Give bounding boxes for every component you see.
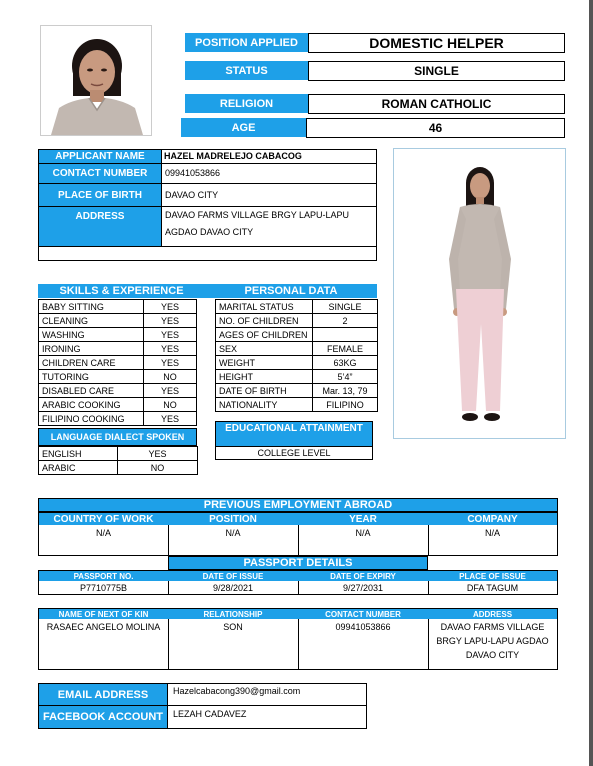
- personal-data-label: AGES OF CHILDREN: [216, 328, 313, 342]
- language-row: [39, 461, 198, 475]
- employment-header-company: COMPANY: [428, 513, 557, 525]
- kin-address-line-1: DAVAO FARMS VILLAGE: [440, 622, 545, 632]
- applicant-name-value: HAZEL MADRELEJO CABACOG: [164, 151, 302, 161]
- personal-data-value: 63KG: [313, 356, 378, 370]
- kin-header-contact: CONTACT NUMBER: [298, 609, 428, 619]
- skill-label: BABY SITTING: [39, 300, 144, 314]
- religion-label: RELIGION: [185, 94, 308, 113]
- passport-title: PASSPORT DETAILS: [168, 556, 428, 570]
- personal-data-value: FEMALE: [313, 342, 378, 356]
- employment-year-value: N/A: [355, 528, 371, 538]
- skill-row: [39, 370, 197, 384]
- passport-no-value: P7710775B: [79, 583, 128, 593]
- language-table: [38, 446, 198, 475]
- skill-value: YES: [144, 384, 197, 398]
- skill-label: ARABIC COOKING: [39, 398, 144, 412]
- personal-data-row: [216, 398, 378, 412]
- page-edge: [589, 0, 593, 766]
- skill-row: [39, 356, 197, 370]
- skills-title: SKILLS & EXPERIENCE: [38, 284, 205, 298]
- address-line-2: AGDAO DAVAO CITY: [165, 227, 254, 237]
- language-value: YES: [118, 447, 198, 461]
- personal-data-row: [216, 356, 378, 370]
- skill-value: YES: [144, 328, 197, 342]
- age-value: 46: [306, 118, 565, 138]
- facebook-label: FACEBOOK ACCOUNT: [39, 706, 167, 728]
- personal-data-value: 2: [313, 314, 378, 328]
- skill-row: [39, 342, 197, 356]
- kin-relationship-value: SON: [223, 622, 243, 632]
- skill-label: CHILDREN CARE: [39, 356, 144, 370]
- personal-data-row: [216, 342, 378, 356]
- religion-value: ROMAN CATHOLIC: [308, 94, 565, 114]
- personal-data-row: [216, 384, 378, 398]
- skill-value: YES: [144, 314, 197, 328]
- skill-value: YES: [144, 356, 197, 370]
- personal-data-table: [215, 299, 378, 412]
- skill-row: [39, 412, 197, 426]
- language-row: [39, 447, 198, 461]
- status-label: STATUS: [185, 61, 308, 80]
- passport-header-no: PASSPORT NO.: [39, 571, 168, 581]
- kin-contact-value: 09941053866: [335, 622, 391, 632]
- education-title: EDUCATIONAL ATTAINMENT: [215, 421, 373, 447]
- skill-value: NO: [144, 370, 197, 384]
- address-label: ADDRESS: [39, 207, 161, 246]
- personal-data-value: FILIPINO: [313, 398, 378, 412]
- skills-table: [38, 299, 197, 426]
- passport-header-issue: DATE OF ISSUE: [168, 571, 298, 581]
- kin-header-name: NAME OF NEXT OF KIN: [39, 609, 168, 619]
- place-of-birth-value: DAVAO CITY: [165, 190, 219, 200]
- kin-header-relationship: RELATIONSHIP: [168, 609, 298, 619]
- skill-value: YES: [144, 342, 197, 356]
- facebook-value: LEZAH CADAVEZ: [173, 709, 247, 719]
- personal-data-label: WEIGHT: [216, 356, 313, 370]
- skill-row: [39, 398, 197, 412]
- personal-data-value: 5’4”: [313, 370, 378, 384]
- place-of-birth-label: PLACE OF BIRTH: [39, 184, 161, 206]
- personal-data-label: HEIGHT: [216, 370, 313, 384]
- personal-data-row: [216, 328, 378, 342]
- address-line-1: DAVAO FARMS VILLAGE BRGY LAPU-LAPU: [165, 210, 350, 220]
- personal-data-label: DATE OF BIRTH: [216, 384, 313, 398]
- employment-header-country: COUNTRY OF WORK: [39, 513, 168, 525]
- contact-number-value: 09941053866: [165, 168, 221, 178]
- personal-data-value: Mar. 13, 79: [313, 384, 378, 398]
- skill-row: [39, 384, 197, 398]
- skill-label: CLEANING: [39, 314, 144, 328]
- contact-number-label: CONTACT NUMBER: [39, 164, 161, 183]
- personal-data-label: NO. OF CHILDREN: [216, 314, 313, 328]
- personal-data-row: [216, 370, 378, 384]
- personal-data-value: SINGLE: [313, 300, 378, 314]
- kin-address-line-3: DAVAO CITY: [465, 650, 520, 660]
- full-body-photo: [393, 148, 566, 439]
- email-label: EMAIL ADDRESS: [39, 684, 167, 705]
- education-value: COLLEGE LEVEL: [215, 446, 373, 460]
- skill-row: [39, 314, 197, 328]
- employment-country-value: N/A: [95, 528, 111, 538]
- skill-label: DISABLED CARE: [39, 384, 144, 398]
- status-value: SINGLE: [308, 61, 565, 81]
- language-label: ENGLISH: [39, 447, 118, 461]
- age-label: AGE: [181, 118, 306, 137]
- skill-row: [39, 328, 197, 342]
- passport-issue-value: 9/28/2021: [212, 583, 254, 593]
- email-value: Hazelcabacong390@gmail.com: [173, 686, 301, 696]
- skill-label: TUTORING: [39, 370, 144, 384]
- personal-data-label: SEX: [216, 342, 313, 356]
- language-value: NO: [118, 461, 198, 475]
- applicant-name-label: APPLICANT NAME: [39, 150, 161, 163]
- personal-data-row: [216, 314, 378, 328]
- personal-data-row: [216, 300, 378, 314]
- employment-title: PREVIOUS EMPLOYMENT ABROAD: [38, 498, 558, 512]
- skill-value: NO: [144, 398, 197, 412]
- headshot-photo: [40, 25, 152, 136]
- skill-value: YES: [144, 412, 197, 426]
- position-applied-value: DOMESTIC HELPER: [308, 33, 565, 53]
- employment-position-value: N/A: [225, 528, 241, 538]
- position-applied-label: POSITION APPLIED: [185, 33, 308, 52]
- passport-expiry-value: 9/27/2031: [342, 583, 384, 593]
- kin-header-address: ADDRESS: [428, 609, 557, 619]
- language-title: LANGUAGE DIALECT SPOKEN: [38, 428, 197, 446]
- skill-row: [39, 300, 197, 314]
- personal-data-title: PERSONAL DATA: [205, 284, 377, 298]
- passport-header-expiry: DATE OF EXPIRY: [298, 571, 428, 581]
- employment-company-value: N/A: [484, 528, 500, 538]
- kin-address-line-2: BRGY LAPU-LAPU AGDAO: [436, 636, 549, 646]
- skill-label: WASHING: [39, 328, 144, 342]
- personal-data-label: NATIONALITY: [216, 398, 313, 412]
- personal-data-value: [313, 328, 378, 342]
- employment-header-year: YEAR: [298, 513, 428, 525]
- skill-value: YES: [144, 300, 197, 314]
- kin-name-value: RASAEC ANGELO MOLINA: [46, 622, 161, 632]
- skill-label: FILIPINO COOKING: [39, 412, 144, 426]
- personal-data-label: MARITAL STATUS: [216, 300, 313, 314]
- language-label: ARABIC: [39, 461, 118, 475]
- employment-header-position: POSITION: [168, 513, 298, 525]
- passport-header-place: PLACE OF ISSUE: [428, 571, 557, 581]
- passport-place-value: DFA TAGUM: [466, 583, 519, 593]
- skill-label: IRONING: [39, 342, 144, 356]
